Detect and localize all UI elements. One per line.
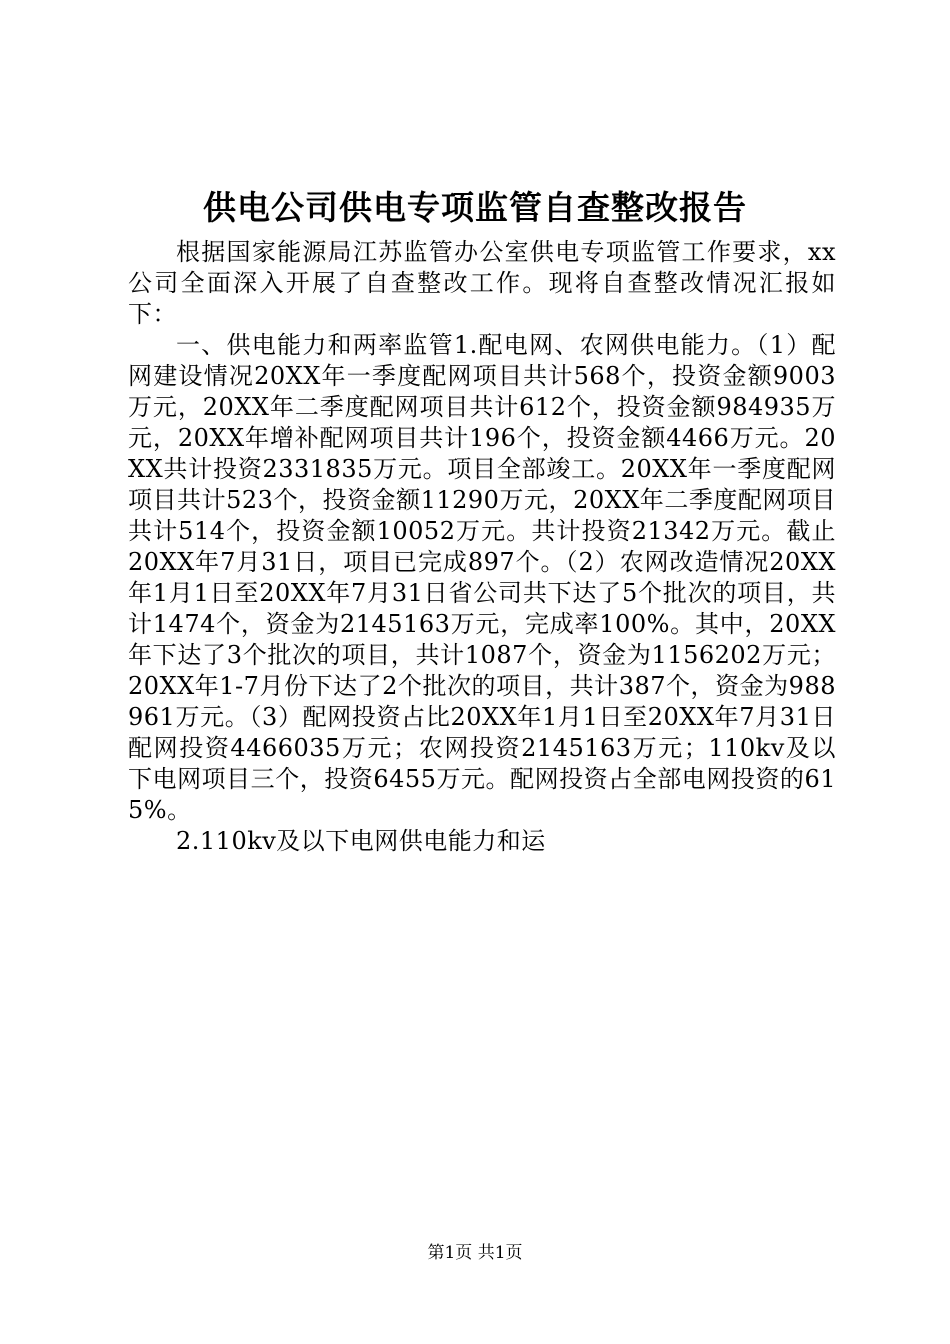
document-body xyxy=(128,237,836,857)
document-title: 供电公司供电专项监管自查整改报告 xyxy=(203,188,747,227)
page-footer: 第1页 共1页 xyxy=(427,1243,523,1263)
supply-capacity-paragraph: 一、供电能力和两率监管1.配电网、农网供电能力。（1）配网建设情况20XX年一季度配网项目共计568个，投资金额9003万元，20XX年二季度配网项目共计612个，投资金额984935万元，20XX年增补配网项目共计196个，投资金额4466万元。20XX共计投资2331835万元。项目全部竣工。20XX年一季度配网项目共计523个，投资金额11290万元，20XX年二季度配网项目共计514个，投资金额10052万元。共计投资21342万元。截止20XX年7月31日，项目已完成897个。（2）农网改造情况20XX年1月1日至20XX年7月31日省公司共下达了5个批次的项目，共计1474个，资金为2145163万元，完成率100%。其中，20XX年下达了3个批次的项目，共计1087个，资金为1156202万元；20XX年1-7月份下达了2个批次的项目，共计387个，资金为988961万元。（3）配网投资占比20XX年1月1日至20XX年7月31日配网投资4466035万元；农网投资2145163万元；110kv及以下电网项目三个，投资6455万元。配网投资占全部电网投资的615%。 xyxy=(128,331,836,824)
section-2-heading-paragraph: 2.110kv及以下电网供电能力和运 xyxy=(176,827,546,855)
intro-paragraph: 根据国家能源局江苏监管办公室供电专项监管工作要求，xx公司全面深入开展了自查整改工作。现将自查整改情况汇报如下： xyxy=(128,238,836,328)
